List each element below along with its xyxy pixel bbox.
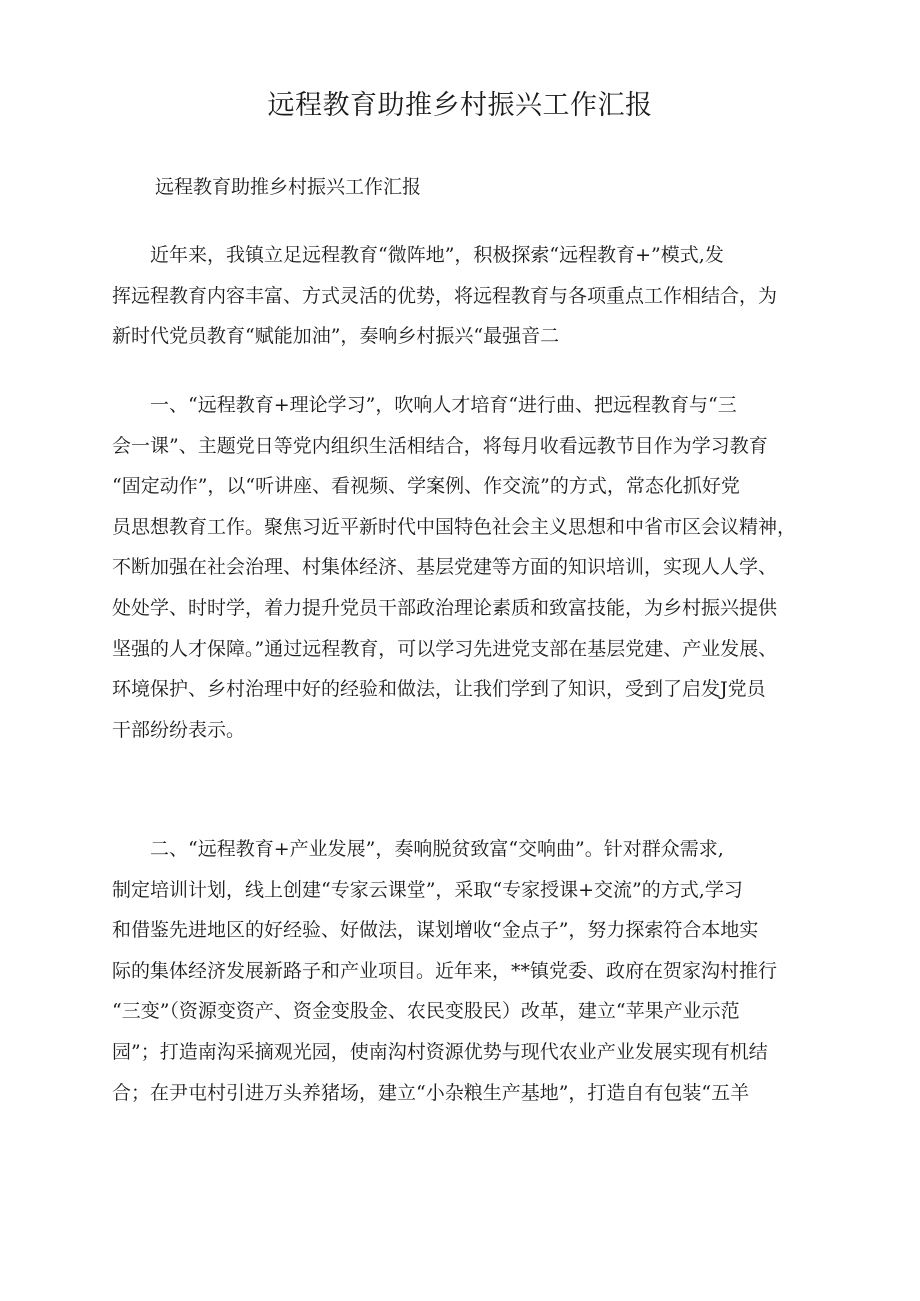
paragraph-line: 合；在尹屯村引进万头养猪场，建立“小杂粮生产基地”，打造自有包装“五羊 [112,1081,750,1104]
paragraph-line: 处处学、时时学，着力提升党员干部政治理论素质和致富技能，为乡村振兴提供 [112,596,778,619]
document-title: 远程教育助推乡村振兴工作汇报 [267,90,653,121]
paragraph-line: 园”；打造南沟采摘观光园，使南沟村资源优势与现代农业产业发展实现有机结 [112,1040,768,1063]
paragraph-line: 一、“远程教育+理论学习”，吹响人才培育“进行曲、把远程教育与“三 [150,394,737,416]
paragraph-line: 挥远程教育内容丰富、方式灵活的优势，将远程教育与各项重点工作相结合，为 [112,284,778,307]
paragraph-line: 会一课”、主题党日等党内组织生活相结合，将每月收看远教节目作为学习教育 [112,434,768,457]
paragraph-line: 员思想教育工作。聚焦习近平新时代中国特色社会主义思想和中省市区会议精神， [112,515,797,538]
paragraph-line: 新时代党员教育“赋能加油”，奏响乡村振兴“最强音二 [112,325,560,348]
paragraph-line: 和借鉴先进地区的好经验、好做法，谋划增收“金点子”，努力探索符合本地实 [112,919,759,942]
paragraph-line: “三变”（资源变资产、资金变股金、农民变股民）改革，建立“苹果产业示范 [112,1000,740,1023]
paragraph-line: 环境保护、乡村治理中好的经验和做法，让我们学到了知识，受到了启发J党员 [112,678,766,701]
document-subtitle: 远程教育助推乡村振兴工作汇报 [155,176,422,198]
paragraph-line: 制定培训计划，线上创建“专家云课堂”，采取“专家授课+交流”的方式,学习 [112,878,743,901]
paragraph-line: 坚强的人才保障。”通过远程教育，可以学习先进党支部在基层党建、产业发展、 [112,637,778,660]
paragraph-section-two [112,829,824,1113]
paragraph-line: 近年来，我镇立足远程教育“微阵地”，积极探索“远程教育+”模式,发 [150,244,724,266]
paragraph-line: 干部纷纷表示。 [112,718,246,741]
paragraph-intro [112,235,824,357]
paragraph-line: 二、“远程教育+产业发展”，奏响脱贫致富“交响曲”。针对群众需求, [150,838,724,860]
paragraph-line: “固定动作”，以“听讲座、看视频、学案例、作交流”的方式，常态化抓好党 [112,475,740,498]
paragraph-line: 际的集体经济发展新路子和产业项目。近年来，**镇党委、政府在贺家沟村推行 [112,959,778,982]
paragraph-line: 不断加强在社会治理、村集体经济、基层党建等方面的知识培训，实现人人学、 [112,556,778,579]
paragraph-section-one [112,385,824,750]
